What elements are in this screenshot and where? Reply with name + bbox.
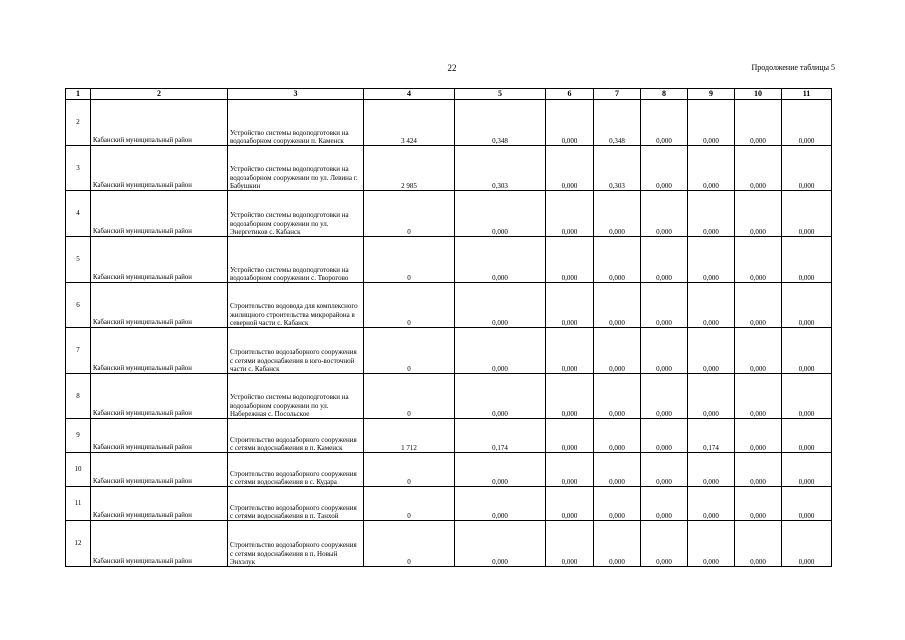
value-cell-c5: 0,000 [455, 521, 546, 567]
district-cell: Кабанский муниципальный район [91, 521, 228, 567]
value-cell-c11: 0,000 [782, 237, 832, 283]
value-cell-c7: 0,000 [594, 419, 641, 453]
object-description-cell: Строительство водозаборного сооружения с сетями водоснабжения в с. Кудара [228, 453, 364, 487]
row-number-cell: 7 [66, 328, 91, 374]
value-cell-c5: 0,174 [455, 419, 546, 453]
value-cell-c4: 0 [364, 487, 455, 521]
value-cell-c4: 2 985 [364, 146, 455, 191]
value-cell-c6: 0,000 [546, 146, 594, 191]
value-cell-c7: 0,348 [594, 100, 641, 146]
page-number: 22 [447, 63, 457, 73]
value-cell-c6: 0,000 [546, 191, 594, 237]
district-cell: Кабанский муниципальный район [91, 419, 228, 453]
table-row [66, 191, 832, 237]
value-cell-c8: 0,000 [641, 328, 688, 374]
table-row [66, 453, 832, 487]
value-cell-c10: 0,000 [735, 191, 782, 237]
value-cell-c5: 0,000 [455, 453, 546, 487]
district-cell: Кабанский муниципальный район [91, 374, 228, 419]
table-continuation-label: Продолжение таблицы 5 [751, 63, 835, 72]
value-cell-c4: 0 [364, 374, 455, 419]
row-number-cell: 3 [66, 146, 91, 191]
district-cell: Кабанский муниципальный район [91, 237, 228, 283]
value-cell-c9: 0,000 [688, 100, 735, 146]
value-cell-c7: 0,000 [594, 191, 641, 237]
object-description-cell: Устройство системы водоподготовки на водозаборном сооружении с. Творогово [228, 237, 364, 283]
value-cell-c5: 0,000 [455, 191, 546, 237]
object-description-cell: Устройство системы водоподготовки на водозаборном сооружении по ул. Энергетиков с. Кабанск [228, 191, 364, 237]
value-cell-c7: 0,000 [594, 521, 641, 567]
value-cell-c10: 0,000 [735, 237, 782, 283]
value-cell-c11: 0,000 [782, 146, 832, 191]
value-cell-c10: 0,000 [735, 521, 782, 567]
value-cell-c9: 0,000 [688, 521, 735, 567]
value-cell-c5: 0,000 [455, 283, 546, 328]
value-cell-c6: 0,000 [546, 487, 594, 521]
value-cell-c8: 0,000 [641, 146, 688, 191]
value-cell-c4: 0 [364, 191, 455, 237]
value-cell-c6: 0,000 [546, 283, 594, 328]
value-cell-c6: 0,000 [546, 374, 594, 419]
value-cell-c8: 0,000 [641, 487, 688, 521]
column-header: 2 [91, 89, 228, 100]
value-cell-c5: 0,000 [455, 487, 546, 521]
value-cell-c4: 0 [364, 328, 455, 374]
value-cell-c7: 0,000 [594, 374, 641, 419]
district-cell: Кабанский муниципальный район [91, 146, 228, 191]
column-header: 8 [641, 89, 688, 100]
value-cell-c9: 0,000 [688, 237, 735, 283]
row-number-cell: 9 [66, 419, 91, 453]
column-header: 11 [782, 89, 832, 100]
row-number-cell: 10 [66, 453, 91, 487]
table-row [66, 487, 832, 521]
column-header: 1 [66, 89, 91, 100]
value-cell-c7: 0,000 [594, 237, 641, 283]
value-cell-c6: 0,000 [546, 237, 594, 283]
value-cell-c8: 0,000 [641, 419, 688, 453]
value-cell-c9: 0,000 [688, 283, 735, 328]
value-cell-c7: 0,000 [594, 487, 641, 521]
table-row [66, 328, 832, 374]
district-cell: Кабанский муниципальный район [91, 283, 228, 328]
object-description-cell: Строительство водозаборного сооружения с сетями водоснабжения в юго-восточной части с. Кабанск [228, 328, 364, 374]
value-cell-c6: 0,000 [546, 328, 594, 374]
column-header: 6 [546, 89, 594, 100]
table-row [66, 283, 832, 328]
value-cell-c5: 0,000 [455, 374, 546, 419]
column-header: 10 [735, 89, 782, 100]
value-cell-c4: 0 [364, 521, 455, 567]
row-number-cell: 11 [66, 487, 91, 521]
value-cell-c7: 0,000 [594, 453, 641, 487]
value-cell-c4: 0 [364, 237, 455, 283]
value-cell-c10: 0,000 [735, 283, 782, 328]
value-cell-c6: 0,000 [546, 453, 594, 487]
table-row [66, 100, 832, 146]
column-header: 4 [364, 89, 455, 100]
value-cell-c4: 0 [364, 283, 455, 328]
value-cell-c9: 0,174 [688, 419, 735, 453]
value-cell-c11: 0,000 [782, 283, 832, 328]
value-cell-c11: 0,000 [782, 487, 832, 521]
data-table [65, 88, 832, 567]
column-header: 9 [688, 89, 735, 100]
value-cell-c11: 0,000 [782, 374, 832, 419]
value-cell-c5: 0,000 [455, 328, 546, 374]
object-description-cell: Строительство водозаборного сооружения с сетями водоснабжения в п. Каменск [228, 419, 364, 453]
value-cell-c11: 0,000 [782, 521, 832, 567]
value-cell-c11: 0,000 [782, 100, 832, 146]
row-number-cell: 2 [66, 100, 91, 146]
value-cell-c9: 0,000 [688, 374, 735, 419]
object-description-cell: Строительство водозаборного сооружения с сетями водоснабжения в п. Танхой [228, 487, 364, 521]
table-row [66, 146, 832, 191]
value-cell-c5: 0,303 [455, 146, 546, 191]
value-cell-c8: 0,000 [641, 237, 688, 283]
object-description-cell: Строительство водовода для комплексного жилищного строительства микрорайона в северной части с. Кабанск [228, 283, 364, 328]
value-cell-c4: 1 712 [364, 419, 455, 453]
value-cell-c8: 0,000 [641, 521, 688, 567]
value-cell-c10: 0,000 [735, 328, 782, 374]
value-cell-c9: 0,000 [688, 191, 735, 237]
value-cell-c8: 0,000 [641, 453, 688, 487]
row-number-cell: 6 [66, 283, 91, 328]
column-header: 7 [594, 89, 641, 100]
object-description-cell: Строительство водозаборного сооружения с сетями водоснабжения в п. Новый Энхэлук [228, 521, 364, 567]
value-cell-c11: 0,000 [782, 328, 832, 374]
value-cell-c10: 0,000 [735, 146, 782, 191]
value-cell-c4: 3 424 [364, 100, 455, 146]
value-cell-c10: 0,000 [735, 419, 782, 453]
value-cell-c11: 0,000 [782, 419, 832, 453]
value-cell-c7: 0,000 [594, 283, 641, 328]
column-header: 3 [228, 89, 364, 100]
object-description-cell: Устройство системы водоподготовки на водозаборном сооружении п. Каменск [228, 100, 364, 146]
value-cell-c8: 0,000 [641, 374, 688, 419]
object-description-cell: Устройство системы водоподготовки на водозаборном сооружении по ул. Набережная с. Посольское [228, 374, 364, 419]
table-body [66, 100, 832, 567]
value-cell-c8: 0,000 [641, 191, 688, 237]
header-row [66, 89, 832, 100]
table-row [66, 374, 832, 419]
district-cell: Кабанский муниципальный район [91, 453, 228, 487]
value-cell-c10: 0,000 [735, 487, 782, 521]
table-row [66, 419, 832, 453]
value-cell-c4: 0 [364, 453, 455, 487]
value-cell-c5: 0,348 [455, 100, 546, 146]
value-cell-c6: 0,000 [546, 521, 594, 567]
row-number-cell: 5 [66, 237, 91, 283]
value-cell-c9: 0,000 [688, 487, 735, 521]
value-cell-c10: 0,000 [735, 100, 782, 146]
value-cell-c9: 0,000 [688, 453, 735, 487]
value-cell-c5: 0,000 [455, 237, 546, 283]
table-row [66, 237, 832, 283]
row-number-cell: 4 [66, 191, 91, 237]
value-cell-c7: 0,000 [594, 328, 641, 374]
value-cell-c6: 0,000 [546, 419, 594, 453]
district-cell: Кабанский муниципальный район [91, 487, 228, 521]
value-cell-c10: 0,000 [735, 453, 782, 487]
value-cell-c8: 0,000 [641, 283, 688, 328]
district-cell: Кабанский муниципальный район [91, 100, 228, 146]
value-cell-c9: 0,000 [688, 328, 735, 374]
row-number-cell: 8 [66, 374, 91, 419]
row-number-cell: 12 [66, 521, 91, 567]
value-cell-c9: 0,000 [688, 146, 735, 191]
district-cell: Кабанский муниципальный район [91, 191, 228, 237]
value-cell-c8: 0,000 [641, 100, 688, 146]
column-header: 5 [455, 89, 546, 100]
value-cell-c10: 0,000 [735, 374, 782, 419]
value-cell-c11: 0,000 [782, 453, 832, 487]
district-cell: Кабанский муниципальный район [91, 328, 228, 374]
value-cell-c11: 0,000 [782, 191, 832, 237]
value-cell-c6: 0,000 [546, 100, 594, 146]
table-row [66, 521, 832, 567]
object-description-cell: Устройство системы водоподготовки на водозаборном сооружении по ул. Левина г. Бабушкин [228, 146, 364, 191]
value-cell-c7: 0,303 [594, 146, 641, 191]
